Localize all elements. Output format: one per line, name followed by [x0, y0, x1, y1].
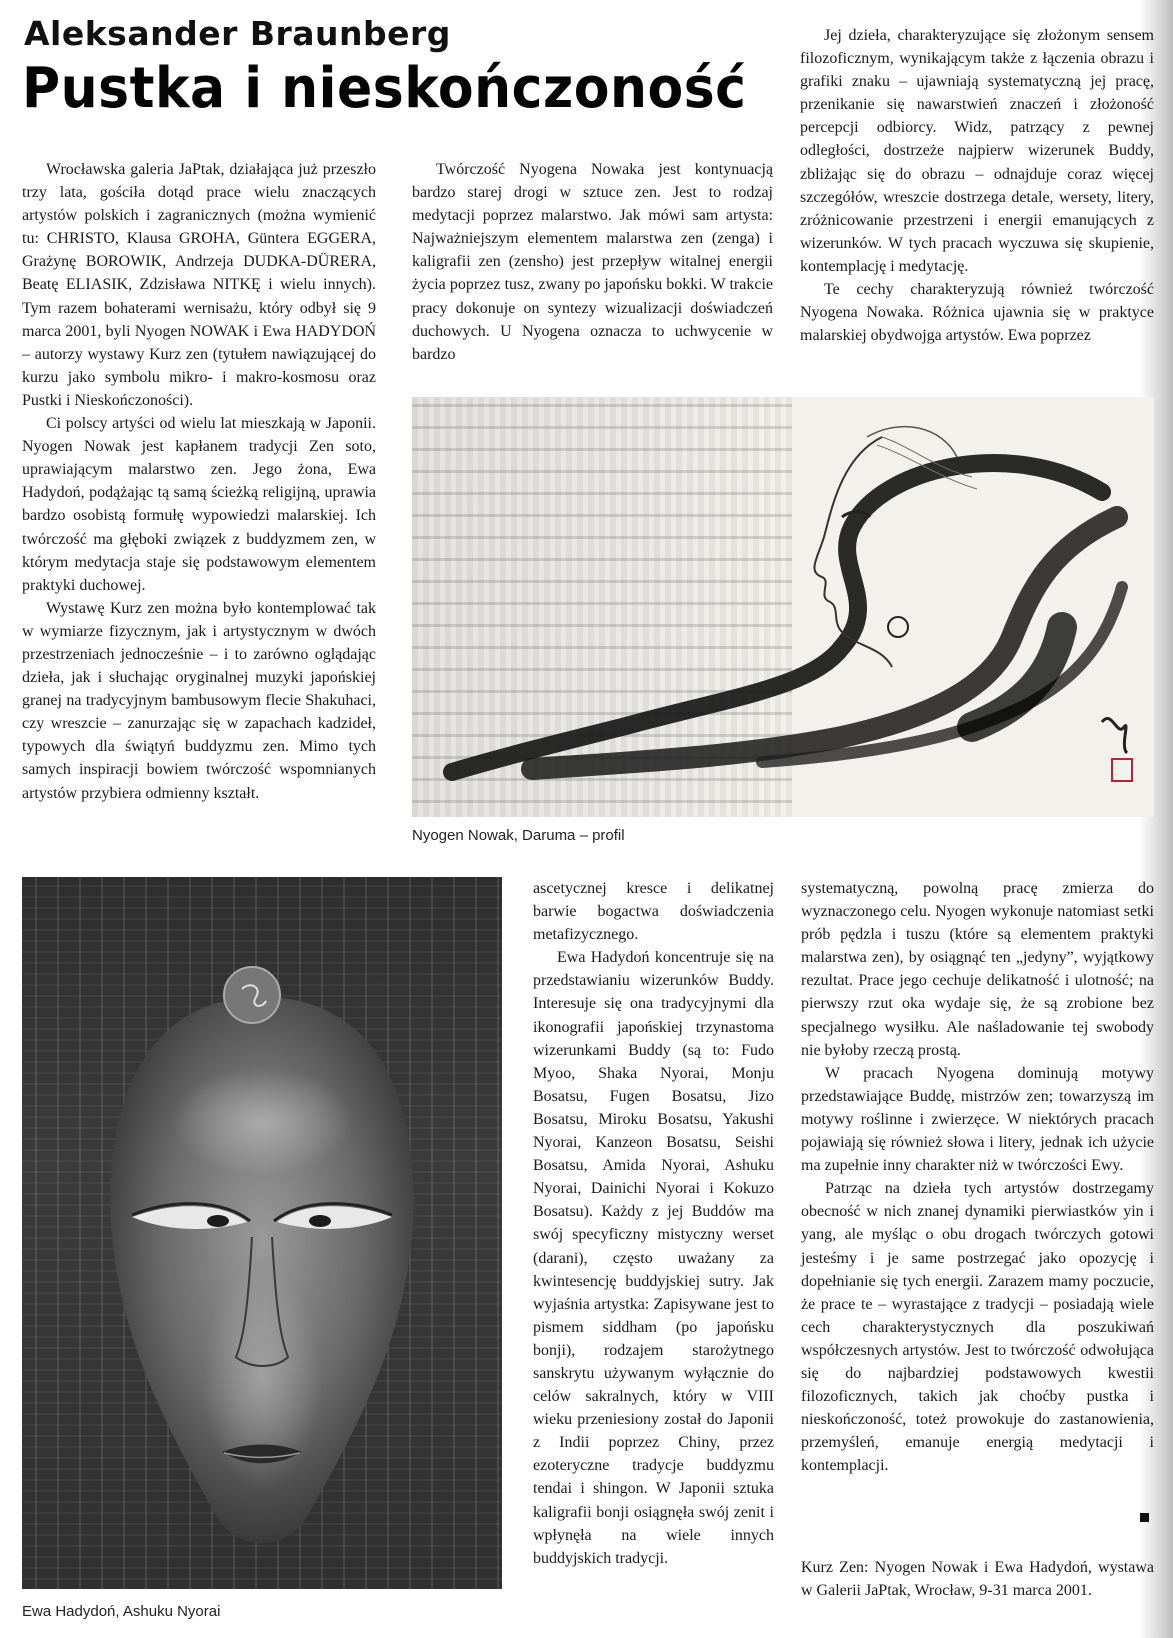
article-column-4 — [533, 877, 774, 1570]
buddha-face — [22, 877, 502, 1589]
ashuku-nyorai-painting — [22, 877, 502, 1589]
paragraph: Jej dzieła, charakteryzujące się złożonym sensem filozoficznym, wynikającym także z łączenia obrazu i grafiki znaku – ujawniają systematyczną jej pracę, przenikanie się nawarstwień znaczeń i złożoność percepcji odbiorcy. Widz, patrzący z pewnej odległości, dostrzeże najpierw wizerunek Buddy, zbliżając się do obrazu – odnajduje coraz więcej szczegółów, wreszcie dostrzega detale, wersety, litery, zróżnicowanie przestrzeni i energii emanujących z wizerunków. W tych pracach wyczuwa się skupienie, kontemplację i medytację. — [800, 27, 1154, 275]
paragraph: ascetycznej kresce i delikatnej barwie bogactwa doświadczenia metafizycznego. — [533, 880, 774, 944]
daruma-caption: Nyogen Nowak, Daruma – profil — [412, 827, 625, 844]
paragraph: systematyczną, powolną pracę zmierza do wyznaczonego celu. Nyogen wykonuje natomiast setki prób pędzla i tuszu (które są elementem praktyki malarstwa zen), by osiągnąć ten „jedyny”, wyjątkowy rezultat. Prace jego cechuje delikatność i ulotność; na pierwszy rzut oka wydaje się, że są zrobione bez specjalnego wysiłku. Ale naśladowanie tej swobody nie byłoby rzeczą prostą. — [801, 880, 1154, 1059]
daruma-painting — [412, 397, 1154, 817]
exhibition-footnote: Kurz Zen: Nyogen Nowak i Ewa Hadydoń, wystawa w Galerii JaPtak, Wrocław, 9-31 marca 2001. — [801, 1559, 1154, 1599]
ashuku-caption: Ewa Hadydoń, Ashuku Nyorai — [22, 1603, 221, 1620]
end-of-article-mark — [1140, 1513, 1149, 1522]
paragraph: Wystawę Kurz zen można było kontemplować tak w wymiarze fizycznym, jak i artystycznym w dwóch przestrzeniach jednocześnie – i to zarówno oglądając dzieła, jak i słuchając oryginalnej muzyki japońskiej granej na tradycyjnym bambusowym flecie Shakuhaci, czy wreszcie – zanurzając się w zapachach kadzideł, typowych dla świątyń buddyzmu zen. Mimo tych samych inspiracji bowiem twórczość wspomnianych artystów przybiera odmienny kształt. — [22, 599, 376, 802]
article-title: Pustka i nieskończoność — [22, 56, 747, 121]
paragraph: Ci polscy artyści od wielu lat mieszkają w Japonii. Nyogen Nowak jest kapłanem tradycji Zen soto, uprawiającym malarstwo zen. Jego żona, Ewa Hadydoń, podążając tą samą ścieżką religijną, uprawia bardzo osobistą formułę wypowiedzi malarskiej. Ich twórczość ma głęboki związek z buddyzmem zen, w którym medytacja staje się podstawowym elementem praktyki duchowej. — [22, 415, 376, 594]
article-column-1 — [22, 158, 376, 805]
article-column-5 — [801, 877, 1154, 1477]
paragraph: Ewa Hadydoń koncentruje się na przedstawianiu wizerunków Buddy. Interesuje się ona tradycyjnymi dla ikonografii japońskiej trzynastoma wizerunkami Buddy (są to: Fudo Myoo, Shaka Nyorai, Monju Bosatsu, Fugen Bosatsu, Jizo Bosatsu, Miroku Bosatsu, Yakushi Nyorai, Kanzeon Bosatsu, Seishi Bosatsu, Amida Nyorai, Ashuku Nyorai, Dainichi Nyorai i Kokuzo Bosatsu). Każdy z jej Buddów ma swój specyficzny mistyczny werset (darani), często uważany za kwintesencję buddyjskiej sutry. Jak wyjaśnia artystka: Zapisywane jest to pismem siddham (po japońsku bonji), rodzajem starożytnego sanskrytu używanym wyłącznie do celów sakralnych, który w VIII wieku przeniesiony został do Japonii z Indii poprzez Chiny, przez ezoteryczne tradycje buddyzmu tendai i shingon. W Japonii sztuka kaligrafii bonji osiągnęła swój zenit i wpłynęła na wiele innych buddyjskich tradycji. — [533, 949, 774, 1567]
article-column-3 — [800, 24, 1154, 347]
daruma-ink-drawing — [412, 397, 1154, 817]
paragraph: Twórczość Nyogena Nowaka jest kontynuacją bardzo starej drogi w sztuce zen. Jest to rodzaj medytacji poprzez malarstwo. Jak mówi sam artysta: Najważniejszym elementem malarstwa zen (zenga) i kaligrafii zen (zensho) jest przepływ witalnej energii życia poprzez tusz, zwany po japońsku bokki. W trakcie pracy dokonuje on syntezy wizualizacji doświadczeń duchowych. U Nyogena oznacza to uchwycenie w bardzo — [412, 161, 773, 363]
paragraph: Te cechy charakteryzują również twórczość Nyogena Nowaka. Różnica ujawnia się w praktyce malarskiej obydwojga artystów. Ewa poprzez — [800, 281, 1154, 345]
article-column-2 — [412, 158, 773, 366]
paragraph: Patrząc na dzieła tych artystów dostrzegamy obecność w nich znanej dynamiki pierwiastków yin i yang, ale myśląc o obu drogach twórczych gotowi jesteśmy i je same postrzegać jako opozycję i dopełnianie się tych energii. Zarazem mamy poczucie, że prace te – wyrastające z tradycji – posiadają wiele cech charakterystycznych dla poszukiwań współczesnych artystów. Jest to twórczość odwołująca się do najbardziej podstawowych kwestii filozoficznych, takich jak choćby pustka i nieskończoność, toteż prowokuje do zastanowienia, przemyśleń, emanuje energią medytacji i kontemplacji. — [801, 1180, 1154, 1475]
author-name: Aleksander Braunberg — [24, 14, 451, 53]
paragraph: Wrocławska galeria JaPtak, działająca już przeszło trzy lata, gościła dotąd prace wielu znaczących artystów polskich i zagranicznych (można wymienić tu: CHRISTO, Klausa GROHA, Güntera EGGERA, Grażynę BOROWIK, Andrzeja DUDKA-DÜRERA, Beatę ELIASIK, Zdzisława NITKĘ i wielu innych). Tym razem bohaterami wernisażu, który odbył się 9 marca 2001, byli Nyogen NOWAK i Ewa HADYDOŃ – autorzy wystawy Kurz zen (tytułem nawiązującej do kurzu jako symbolu mikro- i makro-kosmosu oraz Pustki i Nieskończoności). — [22, 161, 376, 409]
paragraph: W pracach Nyogena dominują motywy przedstawiające Buddę, mistrzów zen; towarzyszą im motywy roślinne i zwierzęce. W niektórych pracach pojawiają się również słowa i litery, jednak ich użycie ma zupełnie inny charakter niż w twórczości Ewy. — [801, 1064, 1154, 1175]
